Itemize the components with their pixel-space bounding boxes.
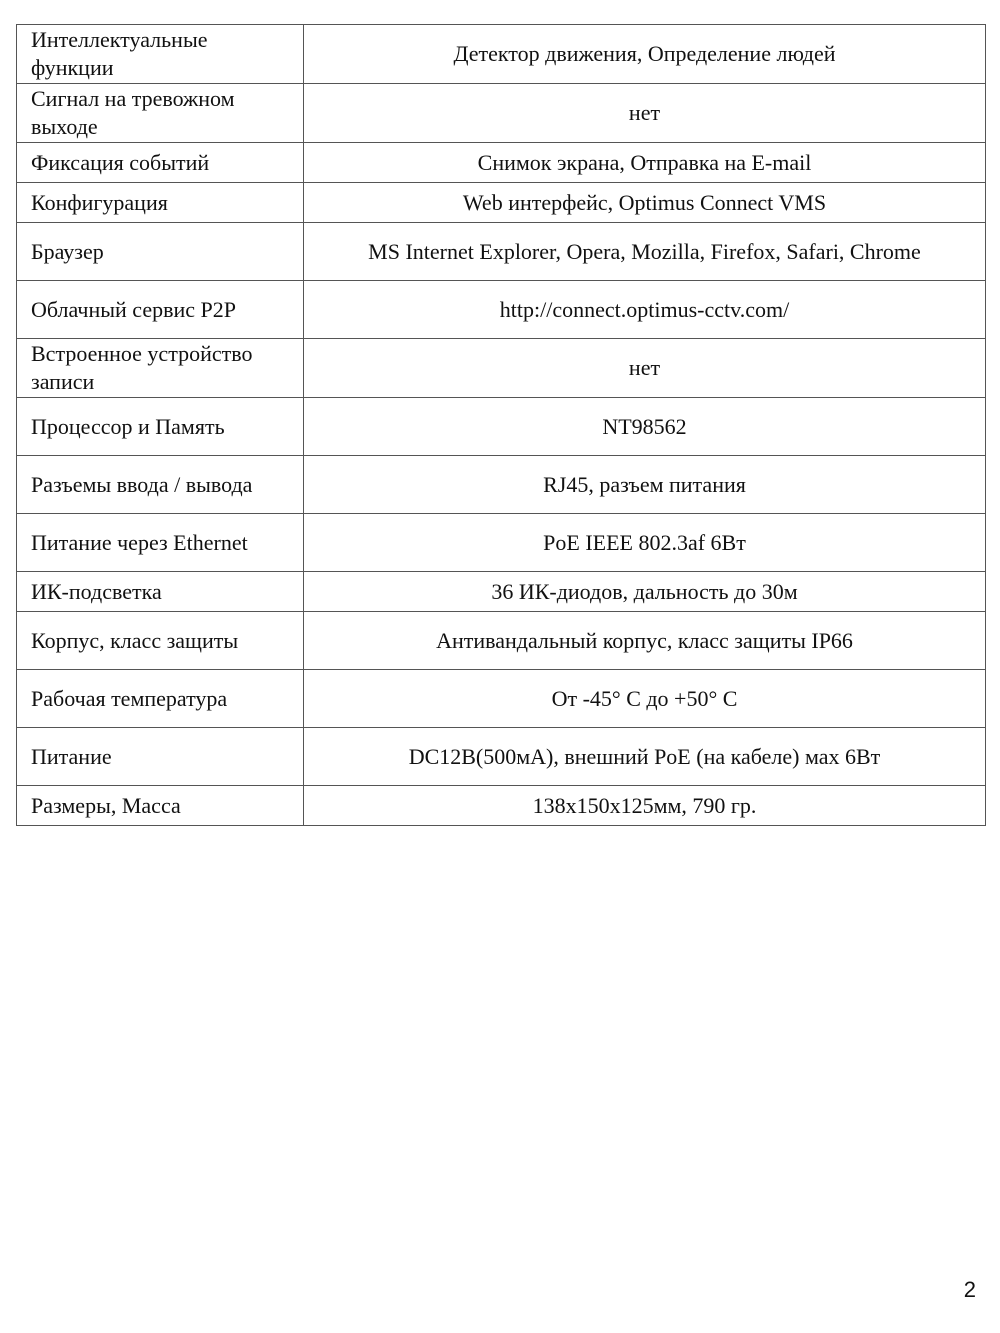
spec-value: нет: [304, 84, 986, 143]
table-row: [17, 456, 986, 514]
spec-label: Встроенное устройство записи: [17, 339, 304, 398]
spec-value: Детектор движения, Определение людей: [304, 25, 986, 84]
table-row: [17, 223, 986, 281]
spec-table: [16, 24, 986, 826]
table-row: [17, 281, 986, 339]
spec-value: MS Internet Explorer, Opera, Mozilla, Firefox, Safari, Chrome: [304, 223, 986, 281]
spec-value: http://connect.optimus-cctv.com/: [304, 281, 986, 339]
spec-label: Конфигурация: [17, 183, 304, 223]
spec-label: Размеры, Масса: [17, 786, 304, 826]
spec-value: От -45° С до +50° С: [304, 670, 986, 728]
table-row: [17, 728, 986, 786]
spec-label: Фиксация событий: [17, 143, 304, 183]
spec-value: NT98562: [304, 398, 986, 456]
spec-value: RJ45, разъем питания: [304, 456, 986, 514]
table-row: [17, 398, 986, 456]
spec-label: Процессор и Память: [17, 398, 304, 456]
table-row: [17, 84, 986, 143]
table-row: [17, 143, 986, 183]
spec-label: Питание: [17, 728, 304, 786]
spec-value: 138х150х125мм, 790 гр.: [304, 786, 986, 826]
spec-label: Облачный сервис P2P: [17, 281, 304, 339]
spec-label: Рабочая температура: [17, 670, 304, 728]
spec-value: DC12В(500мА), внешний PoE (на кабеле) мах 6Вт: [304, 728, 986, 786]
table-row: [17, 612, 986, 670]
spec-label: Интеллектуальные функции: [17, 25, 304, 84]
table-row: [17, 339, 986, 398]
page-number: 2: [963, 1277, 976, 1302]
table-row: [17, 514, 986, 572]
spec-value: нет: [304, 339, 986, 398]
table-row: [17, 786, 986, 826]
table-row: [17, 572, 986, 612]
table-row: [17, 183, 986, 223]
spec-label: Питание через Ethernet: [17, 514, 304, 572]
spec-value: Антивандальный корпус, класс защиты IP66: [304, 612, 986, 670]
spec-value: Снимок экрана, Отправка на E-mail: [304, 143, 986, 183]
spec-label: Разъемы ввода / вывода: [17, 456, 304, 514]
table-row: [17, 25, 986, 84]
spec-label: ИК-подсветка: [17, 572, 304, 612]
spec-value: Web интерфейс, Optimus Connect VMS: [304, 183, 986, 223]
spec-label: Сигнал на тревожном выходе: [17, 84, 304, 143]
spec-label: Корпус, класс защиты: [17, 612, 304, 670]
spec-label: Браузер: [17, 223, 304, 281]
spec-value: PoE IEEE 802.3af 6Вт: [304, 514, 986, 572]
table-row: [17, 670, 986, 728]
spec-table-body: [17, 25, 986, 826]
spec-value: 36 ИК-диодов, дальность до 30м: [304, 572, 986, 612]
